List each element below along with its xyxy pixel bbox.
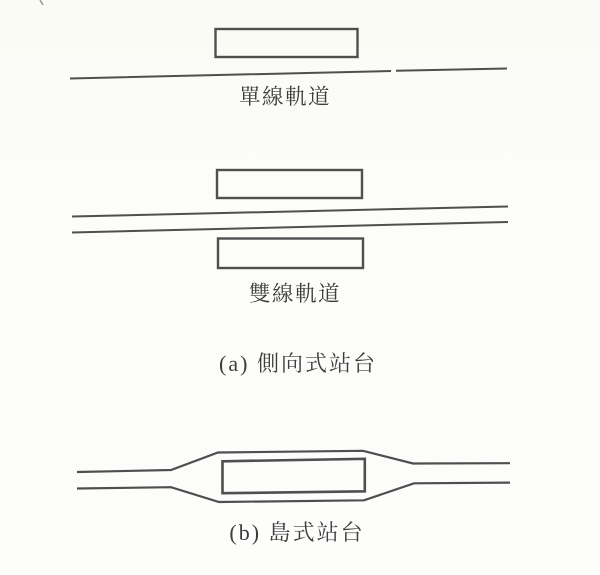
double-track-upper-platform-rect (217, 170, 362, 198)
island-platform-figure-caption: (b) 島式站台 (229, 520, 365, 545)
double-track-rail-line-1 (72, 207, 508, 217)
island-platform-rect (223, 459, 365, 493)
island-upper-rail-line (77, 451, 510, 472)
side-platform-figure-caption: (a) 側向式站台 (219, 351, 377, 376)
single-track-caption: 單線軌道 (238, 85, 332, 109)
single-track-platform-rect (216, 29, 358, 57)
double-track-caption: 雙線軌道 (248, 282, 342, 306)
double-track-figure (72, 170, 508, 268)
island-platform-figure (77, 451, 510, 502)
double-track-rail-line-2 (72, 222, 508, 233)
stray-scan-mark (40, 0, 43, 5)
double-track-lower-platform-rect (218, 239, 363, 269)
single-track-figure (70, 29, 507, 79)
single-track-rail-line (70, 69, 507, 79)
